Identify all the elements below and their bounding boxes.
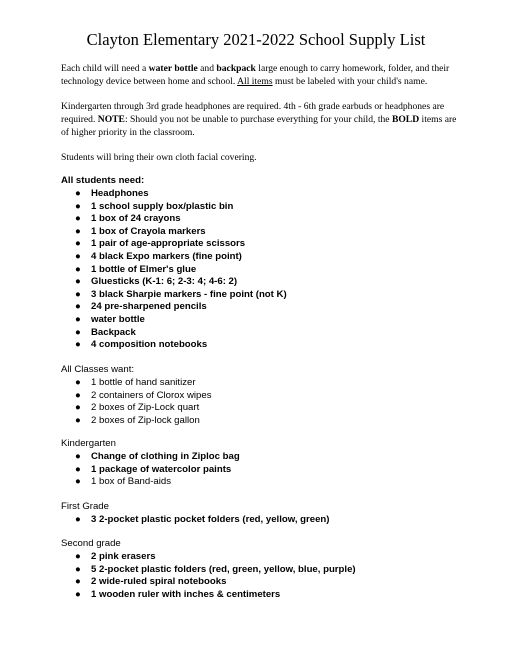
list-item [75, 589, 356, 602]
note-paragraph [61, 100, 466, 139]
intro-text: large enough to carry homework, folder, and their technology device between home and school. [61, 63, 450, 87]
bullet-icon: ● [75, 188, 81, 199]
list-item [75, 415, 212, 428]
bullet-icon: ● [75, 250, 81, 262]
bullet-icon: ● [75, 263, 81, 275]
bullet-icon: ● [75, 377, 81, 388]
bullet-icon: ● [75, 238, 81, 250]
list-item [75, 238, 287, 251]
covering-paragraph: Students will bring their own cloth facial covering. [61, 152, 257, 163]
page-title: Clayton Elementary 2021-2022 School Supply List [86, 30, 426, 49]
list-item [75, 402, 212, 415]
list-item-text: 1 package of watercolor paints [91, 463, 232, 475]
bullet-icon: ● [75, 288, 81, 300]
bullet-icon: ● [75, 389, 81, 401]
intro-text: Each child will need a [61, 63, 149, 74]
list-first-grade [75, 514, 330, 527]
intro-bold-backpack: backpack [216, 63, 256, 74]
note-bold-bold: BOLD [391, 114, 420, 125]
section-heading-all-classes: All Classes want: [61, 364, 135, 375]
list-item [75, 514, 330, 527]
list-item [75, 551, 356, 564]
list-item-text: 3 2-pocket plastic pocket folders (red, yellow, green) [91, 514, 330, 525]
bullet-icon: ● [75, 200, 81, 212]
list-item [75, 301, 287, 314]
list-item [75, 314, 287, 327]
bullet-icon: ● [75, 451, 81, 462]
list-item-text: 1 wooden ruler with inches & centimeters [91, 588, 281, 600]
note-text: : Should you not be unable to purchase everything for your child, the [124, 114, 392, 125]
list-item [75, 251, 287, 264]
list-item [75, 201, 287, 214]
list-all-students [75, 188, 287, 352]
intro-text: and [197, 63, 217, 74]
list-item [75, 451, 240, 464]
list-item [75, 213, 287, 226]
list-item-text: 2 boxes of Zip-lock gallon [91, 414, 200, 426]
bullet-icon: ● [75, 588, 81, 600]
bullet-icon: ● [75, 339, 81, 351]
list-item [75, 576, 356, 589]
bullet-icon: ● [75, 301, 81, 313]
list-item [75, 339, 287, 352]
bullet-icon: ● [75, 326, 81, 338]
list-item-text: 1 school supply box/plastic bin [91, 200, 234, 212]
list-item [75, 564, 356, 577]
list-item-text: 2 boxes of Zip-Lock quart [91, 402, 200, 414]
list-item-text: 4 black Expo markers (fine point) [91, 250, 242, 262]
list-item [75, 226, 287, 239]
list-item [75, 476, 240, 489]
list-item-text: water bottle [91, 313, 145, 325]
section-heading-all-students: All students need: [61, 175, 145, 186]
list-item-text: 2 pink erasers [91, 551, 156, 562]
list-item-text: 1 pair of age-appropriate scissors [91, 238, 246, 250]
section-heading-kindergarten: Kindergarten [61, 438, 116, 449]
list-all-classes [75, 377, 212, 427]
bullet-icon: ● [75, 402, 81, 414]
list-item [75, 289, 287, 302]
list-item-text: Gluesticks (K-1: 6; 2-3: 4; 4-6: 2) [91, 276, 238, 288]
bullet-icon: ● [75, 313, 81, 325]
list-item [75, 390, 212, 403]
list-item [75, 464, 240, 477]
list-item-text: 24 pre-sharpened pencils [91, 301, 207, 313]
bullet-icon: ● [75, 576, 81, 588]
list-item [75, 264, 287, 277]
note-text: items are of higher priority in the classroom. [61, 114, 457, 138]
bullet-icon: ● [75, 213, 81, 225]
list-item [75, 327, 287, 340]
section-heading-second-grade: Second grade [61, 538, 121, 549]
list-second-grade [75, 551, 356, 601]
bullet-icon: ● [75, 551, 81, 562]
note-bold-note: NOTE [97, 114, 125, 125]
bullet-icon: ● [75, 563, 81, 575]
list-item-text: 3 black Sharpie markers - fine point (not K) [91, 288, 287, 300]
list-item [75, 188, 287, 201]
bullet-icon: ● [75, 476, 81, 488]
list-item-text: 1 bottle of Elmer's glue [91, 263, 197, 275]
bullet-icon: ● [75, 414, 81, 426]
bullet-icon: ● [75, 276, 81, 288]
bullet-icon: ● [75, 514, 81, 525]
list-item-text: Change of clothing in Ziploc bag [91, 451, 240, 462]
list-item-text: Headphones [91, 188, 149, 199]
bullet-icon: ● [75, 463, 81, 475]
list-item-text: 1 box of 24 crayons [91, 213, 181, 225]
list-item [75, 276, 287, 289]
list-item-text: Backpack [91, 326, 136, 338]
list-kindergarten [75, 451, 240, 489]
intro-underlined-all-items: All items [237, 76, 273, 87]
list-item-text: 5 2-pocket plastic folders (red, green, yellow, blue, purple) [91, 563, 356, 575]
note-text: Kindergarten through 3rd grade headphones are required. 4th - 6th grade earbuds or headphones are required. [61, 101, 445, 125]
intro-bold-water-bottle: water bottle [148, 63, 198, 74]
intro-paragraph [61, 62, 466, 88]
intro-text: must be labeled with your child's name. [272, 76, 428, 87]
list-item-text: 2 wide-ruled spiral notebooks [91, 576, 227, 588]
list-item [75, 377, 212, 390]
list-item-text: 2 containers of Clorox wipes [91, 389, 212, 401]
section-heading-first-grade: First Grade [61, 501, 109, 512]
list-item-text: 4 composition notebooks [91, 339, 208, 351]
list-item-text: 1 box of Band-aids [91, 476, 172, 488]
bullet-icon: ● [75, 225, 81, 237]
list-item-text: 1 bottle of hand sanitizer [91, 377, 196, 388]
list-item-text: 1 box of Crayola markers [91, 225, 206, 237]
